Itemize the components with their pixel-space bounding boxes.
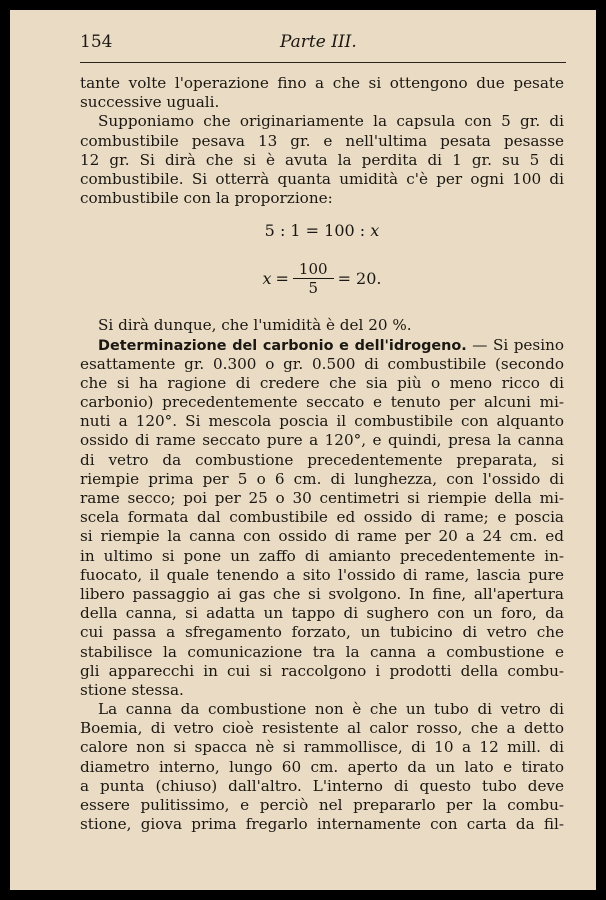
text-line: libero passaggio ai gas che si svolgono. In fine, all'apertura xyxy=(80,584,564,603)
text-line: 12 gr. Si dirà che si è avuta la perdita di 1 gr. su 5 di xyxy=(80,150,564,169)
text-line: stione stessa. xyxy=(80,680,184,699)
text-line: essere pulitissimo, e perciò nel prepararlo per la combu- xyxy=(80,796,564,814)
page-body xyxy=(80,74,564,834)
text-line: gli apparecchi in cui si raccolgono i prodotti della combu- xyxy=(80,661,564,680)
text-line: a punta (chiuso) dall'altro. L'interno di questo tubo deve xyxy=(80,776,564,795)
equation-variable: x xyxy=(262,268,272,288)
text-line: tante volte l'operazione fino a che si ottengono due pesate xyxy=(80,74,564,92)
header-rule xyxy=(80,62,566,63)
text-line: Supponiamo che originariamente la capsula con 5 gr. di xyxy=(98,112,564,131)
running-title: Parte III. xyxy=(280,32,357,52)
text-line xyxy=(80,336,564,355)
text-line: di vetro da combustione precedentemente preparata, si xyxy=(80,450,564,469)
text-line: si riempie la canna con ossido di rame per 20 a 24 cm. ed xyxy=(80,527,564,546)
text-line: calore non si spacca nè si rammollisce, di 10 a 12 mill. di xyxy=(80,738,564,757)
text-line: Boemia, di vetro cioè resistente al calor rosso, che a detto xyxy=(80,719,564,738)
fraction-denominator: 5 xyxy=(308,278,319,297)
fraction xyxy=(293,260,334,297)
text-line: stione, giova prima fregarlo internamente con carta da fil- xyxy=(80,815,564,834)
proportion-equation xyxy=(80,220,564,242)
text-line: fuocato, il quale tenendo a sito l'ossido di rame, lascia pure xyxy=(80,565,564,584)
equation-variable: x xyxy=(370,221,380,241)
text-line: riempie prima per 5 o 6 cm. di lunghezza, con l'ossido di xyxy=(80,469,564,488)
fraction-equation xyxy=(80,254,564,302)
text-line: rame secco; poi per 25 o 30 centimetri si riempie della mi- xyxy=(80,489,564,507)
text-line: stabilisce la comunicazione tra la canna a combustione e xyxy=(80,642,564,661)
text-line: cui passa a sfregamento forzato, un tubicino di vetro che xyxy=(80,623,564,642)
page-number: 154 xyxy=(80,32,113,52)
text-line: esattamente gr. 0.300 o gr. 0.500 di combustibile (secondo xyxy=(80,354,564,373)
equation-result: = 20. xyxy=(337,268,382,288)
text-line: che si ha ragione di credere che sia più o meno ricco di xyxy=(80,373,564,392)
text-line: combustibile. Si otterrà quanta umidità c'è per ogni 100 di xyxy=(80,169,564,188)
equation-left: 5 : 1 = 100 : xyxy=(264,221,371,241)
text-line: della canna, si adatta un tappo di sughero con un foro, da xyxy=(80,604,564,623)
section-heading: Determinazione del carbonio e dell'idrogeno. xyxy=(98,337,467,354)
text-line: ossido di rame seccato pure a 120°, e quindi, presa la canna xyxy=(80,431,564,450)
text-line: diametro interno, lungo 60 cm. aperto da un lato e tirato xyxy=(80,757,564,776)
book-page xyxy=(10,10,596,890)
text-line: in ultimo si pone un zaffo di amianto precedentemente in- xyxy=(80,546,564,565)
text-line: La canna da combustione non è che un tubo di vetro di xyxy=(98,700,564,719)
text-line: successive uguali. xyxy=(80,93,220,112)
fraction-numerator: 100 xyxy=(293,260,334,279)
equation-equals: = xyxy=(275,268,289,288)
text-line: combustibile pesava 13 gr. e nell'ultima pesata pesasse xyxy=(80,131,564,150)
text-line: Si dirà dunque, che l'umidità è del 20 %. xyxy=(98,316,412,335)
text-line: combustibile con la proporzione: xyxy=(80,189,333,208)
text-line: nuti a 120°. Si mescola poscia il combustibile con alquanto xyxy=(80,412,564,431)
text-line: carbonio) precedentemente seccato e tenuto per alcuni mi- xyxy=(80,393,564,412)
text-line: scela formata dal combustibile ed ossido di rame; e poscia xyxy=(80,508,564,527)
heading-continuation: — Si pesino xyxy=(466,335,564,354)
